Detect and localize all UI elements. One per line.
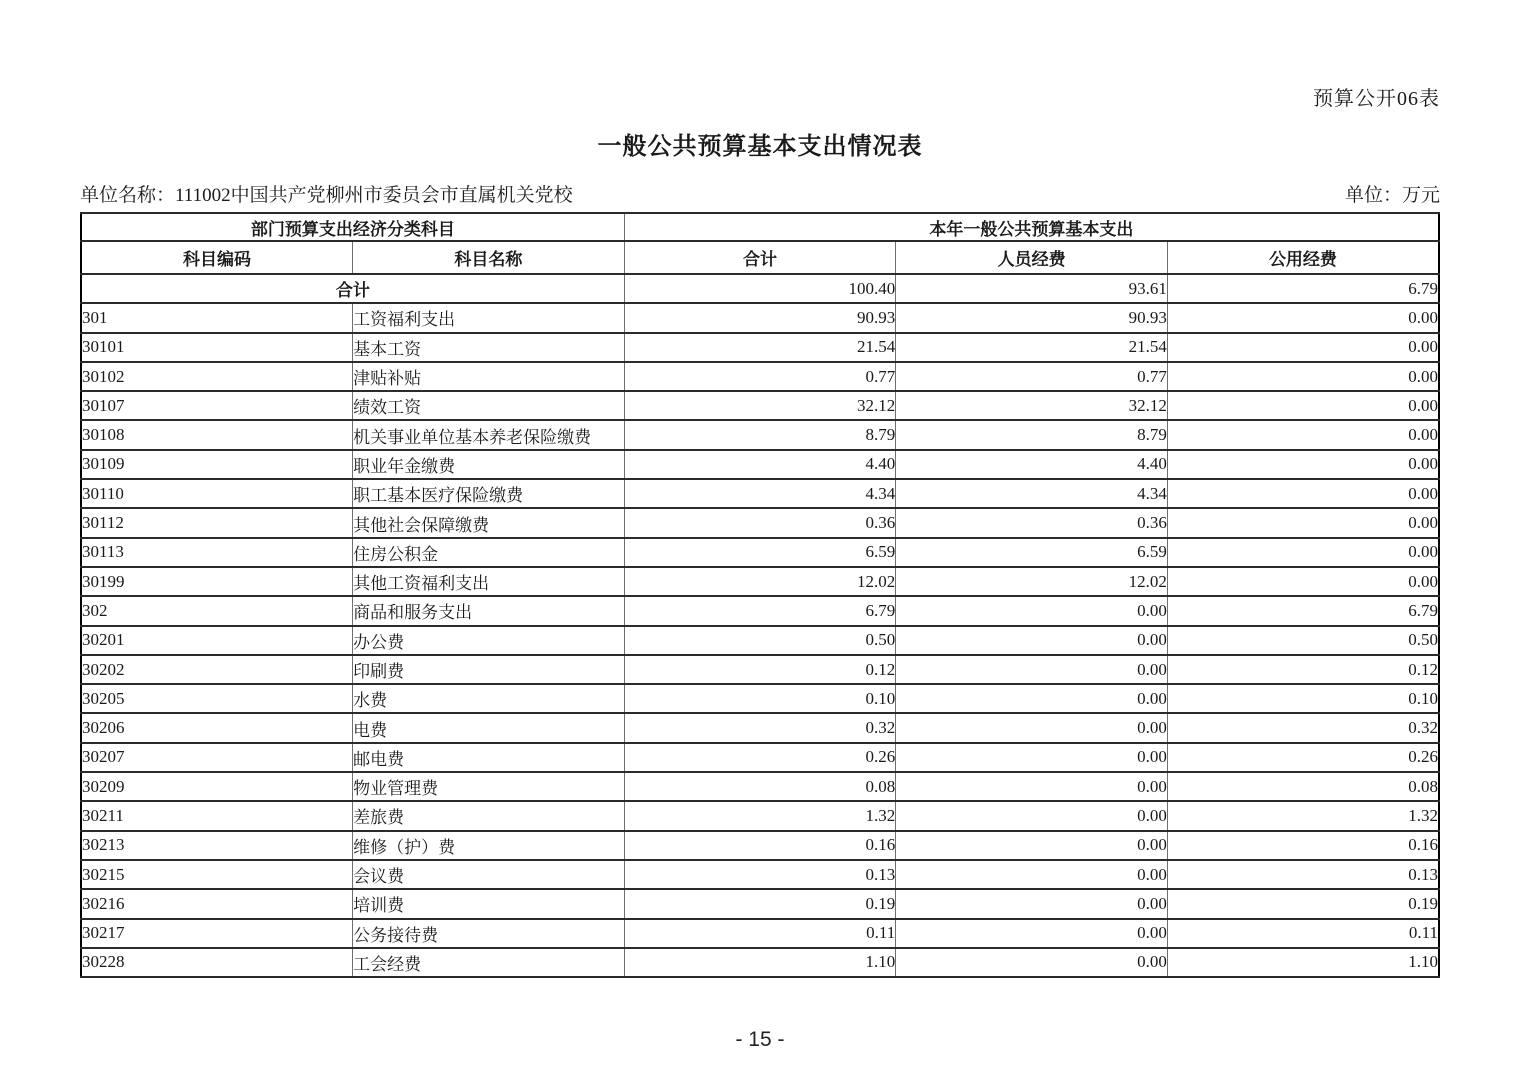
total-cell: 1.10 — [624, 948, 896, 977]
public-cell: 0.08 — [1167, 772, 1439, 801]
unit-name-label: 单位名称：111002中国共产党柳州市委员会市直属机关党校 — [80, 185, 573, 206]
table-row — [81, 684, 1439, 713]
total-cell: 0.13 — [624, 860, 896, 889]
total-cell: 32.12 — [624, 391, 896, 420]
public-cell: 0.00 — [1167, 538, 1439, 567]
table-row — [81, 508, 1439, 537]
personnel-cell: 0.00 — [896, 743, 1168, 772]
subject-name-cell: 职业年金缴费 — [353, 450, 625, 479]
table-body — [81, 274, 1439, 977]
table-row — [81, 655, 1439, 684]
grand-total-row — [81, 274, 1439, 303]
table-row — [81, 860, 1439, 889]
public-cell: 0.16 — [1167, 831, 1439, 860]
subject-name-cell: 公务接待费 — [353, 919, 625, 948]
table-row — [81, 626, 1439, 655]
column-header-row — [81, 241, 1439, 274]
personnel-cell: 90.93 — [896, 303, 1168, 332]
public-cell: 0.00 — [1167, 567, 1439, 596]
table-row — [81, 831, 1439, 860]
subject-code-cell: 30109 — [81, 450, 353, 479]
personnel-cell: 6.59 — [896, 538, 1168, 567]
subject-name-cell: 机关事业单位基本养老保险缴费 — [353, 420, 625, 449]
subject-code-cell: 302 — [81, 596, 353, 625]
personnel-cell: 8.79 — [896, 420, 1168, 449]
subject-name-cell: 差旅费 — [353, 801, 625, 830]
subject-name-cell: 商品和服务支出 — [353, 596, 625, 625]
column-header-personnel-funds: 人员经费 — [896, 241, 1168, 274]
public-cell: 0.19 — [1167, 889, 1439, 918]
personnel-cell: 0.00 — [896, 919, 1168, 948]
subject-name-cell: 其他工资福利支出 — [353, 567, 625, 596]
personnel-cell: 0.00 — [896, 772, 1168, 801]
subject-code-cell: 301 — [81, 303, 353, 332]
personnel-cell: 0.00 — [896, 655, 1168, 684]
public-cell: 0.32 — [1167, 713, 1439, 742]
public-cell: 0.26 — [1167, 743, 1439, 772]
grand-total-total-cell: 100.40 — [624, 274, 896, 303]
subject-name-cell: 基本工资 — [353, 333, 625, 362]
currency-unit-label: 单位：万元 — [1344, 185, 1440, 206]
total-cell: 1.32 — [624, 801, 896, 830]
total-cell: 8.79 — [624, 420, 896, 449]
public-cell: 1.32 — [1167, 801, 1439, 830]
subject-name-cell: 物业管理费 — [353, 772, 625, 801]
table-row — [81, 333, 1439, 362]
total-cell: 6.59 — [624, 538, 896, 567]
total-cell: 0.19 — [624, 889, 896, 918]
subject-name-cell: 电费 — [353, 713, 625, 742]
subject-code-cell: 30213 — [81, 831, 353, 860]
document-page — [80, 0, 1440, 1052]
group-header-classification: 部门预算支出经济分类科目 — [81, 213, 624, 241]
subject-code-cell: 30101 — [81, 333, 353, 362]
subject-code-cell: 30217 — [81, 919, 353, 948]
table-row — [81, 596, 1439, 625]
total-cell: 90.93 — [624, 303, 896, 332]
total-cell: 4.34 — [624, 479, 896, 508]
column-header-total: 合计 — [624, 241, 896, 274]
table-meta-row — [80, 184, 1440, 208]
subject-code-cell: 30209 — [81, 772, 353, 801]
subject-code-cell: 30202 — [81, 655, 353, 684]
public-cell: 1.10 — [1167, 948, 1439, 977]
table-row — [81, 713, 1439, 742]
subject-name-cell: 绩效工资 — [353, 391, 625, 420]
group-header-row — [81, 213, 1439, 241]
page-number: - 15 - — [735, 1028, 785, 1052]
public-cell: 0.00 — [1167, 333, 1439, 362]
personnel-cell: 0.00 — [896, 831, 1168, 860]
public-cell: 0.00 — [1167, 479, 1439, 508]
subject-code-cell: 30199 — [81, 567, 353, 596]
personnel-cell: 0.00 — [896, 860, 1168, 889]
public-cell: 0.13 — [1167, 860, 1439, 889]
grand-total-label-cell: 合计 — [81, 274, 624, 303]
public-cell: 0.00 — [1167, 362, 1439, 391]
total-cell: 0.26 — [624, 743, 896, 772]
subject-name-cell: 其他社会保障缴费 — [353, 508, 625, 537]
table-row — [81, 538, 1439, 567]
subject-code-cell: 30108 — [81, 420, 353, 449]
subject-code-cell: 30205 — [81, 684, 353, 713]
public-cell: 0.50 — [1167, 626, 1439, 655]
personnel-cell: 0.00 — [896, 948, 1168, 977]
total-cell: 0.12 — [624, 655, 896, 684]
subject-code-cell: 30228 — [81, 948, 353, 977]
subject-code-cell: 30113 — [81, 538, 353, 567]
subject-code-cell: 30107 — [81, 391, 353, 420]
total-cell: 0.08 — [624, 772, 896, 801]
total-cell: 0.10 — [624, 684, 896, 713]
budget-table — [80, 212, 1440, 978]
table-row — [81, 889, 1439, 918]
subject-name-cell: 邮电费 — [353, 743, 625, 772]
public-cell: 0.00 — [1167, 508, 1439, 537]
table-header — [81, 213, 1439, 274]
subject-name-cell: 印刷费 — [353, 655, 625, 684]
form-number-label: 预算公开06表 — [1313, 88, 1440, 110]
subject-name-cell: 会议费 — [353, 860, 625, 889]
page-title: 一般公共预算基本支出情况表 — [597, 134, 923, 160]
table-row — [81, 450, 1439, 479]
subject-name-cell: 住房公积金 — [353, 538, 625, 567]
subject-code-cell: 30211 — [81, 801, 353, 830]
total-cell: 0.77 — [624, 362, 896, 391]
table-row — [81, 919, 1439, 948]
subject-code-cell: 30110 — [81, 479, 353, 508]
personnel-cell: 4.40 — [896, 450, 1168, 479]
subject-code-cell: 30201 — [81, 626, 353, 655]
subject-name-cell: 水费 — [353, 684, 625, 713]
total-cell: 21.54 — [624, 333, 896, 362]
public-cell: 0.00 — [1167, 450, 1439, 479]
total-cell: 0.32 — [624, 713, 896, 742]
table-row — [81, 362, 1439, 391]
personnel-cell: 0.00 — [896, 801, 1168, 830]
total-cell: 4.40 — [624, 450, 896, 479]
table-row — [81, 391, 1439, 420]
personnel-cell: 32.12 — [896, 391, 1168, 420]
public-cell: 0.10 — [1167, 684, 1439, 713]
group-header-current-year: 本年一般公共预算基本支出 — [624, 213, 1439, 241]
table-row — [81, 303, 1439, 332]
public-cell: 0.11 — [1167, 919, 1439, 948]
grand-total-public-cell: 6.79 — [1167, 274, 1439, 303]
total-cell: 0.16 — [624, 831, 896, 860]
subject-code-cell: 30102 — [81, 362, 353, 391]
personnel-cell: 12.02 — [896, 567, 1168, 596]
public-cell: 0.12 — [1167, 655, 1439, 684]
subject-code-cell: 30215 — [81, 860, 353, 889]
personnel-cell: 0.00 — [896, 626, 1168, 655]
personnel-cell: 0.00 — [896, 684, 1168, 713]
subject-code-cell: 30112 — [81, 508, 353, 537]
total-cell: 0.50 — [624, 626, 896, 655]
subject-name-cell: 维修（护）费 — [353, 831, 625, 860]
subject-name-cell: 津贴补贴 — [353, 362, 625, 391]
public-cell: 0.00 — [1167, 391, 1439, 420]
personnel-cell: 21.54 — [896, 333, 1168, 362]
table-row — [81, 567, 1439, 596]
personnel-cell: 0.36 — [896, 508, 1168, 537]
public-cell: 0.00 — [1167, 420, 1439, 449]
public-cell: 6.79 — [1167, 596, 1439, 625]
subject-name-cell: 办公费 — [353, 626, 625, 655]
personnel-cell: 0.00 — [896, 596, 1168, 625]
table-row — [81, 420, 1439, 449]
column-header-public-funds: 公用经费 — [1167, 241, 1439, 274]
public-cell: 0.00 — [1167, 303, 1439, 332]
subject-name-cell: 工会经费 — [353, 948, 625, 977]
table-row — [81, 801, 1439, 830]
subject-name-cell: 培训费 — [353, 889, 625, 918]
table-row — [81, 948, 1439, 977]
table-row — [81, 479, 1439, 508]
personnel-cell: 0.77 — [896, 362, 1168, 391]
personnel-cell: 4.34 — [896, 479, 1168, 508]
total-cell: 6.79 — [624, 596, 896, 625]
subject-code-cell: 30216 — [81, 889, 353, 918]
total-cell: 0.36 — [624, 508, 896, 537]
subject-code-cell: 30207 — [81, 743, 353, 772]
table-row — [81, 772, 1439, 801]
subject-name-cell: 职工基本医疗保险缴费 — [353, 479, 625, 508]
subject-name-cell: 工资福利支出 — [353, 303, 625, 332]
total-cell: 12.02 — [624, 567, 896, 596]
table-row — [81, 743, 1439, 772]
column-header-subject-name: 科目名称 — [353, 241, 625, 274]
personnel-cell: 0.00 — [896, 713, 1168, 742]
personnel-cell: 0.00 — [896, 889, 1168, 918]
column-header-subject-code: 科目编码 — [81, 241, 353, 274]
total-cell: 0.11 — [624, 919, 896, 948]
grand-total-personnel-cell: 93.61 — [896, 274, 1168, 303]
subject-code-cell: 30206 — [81, 713, 353, 742]
